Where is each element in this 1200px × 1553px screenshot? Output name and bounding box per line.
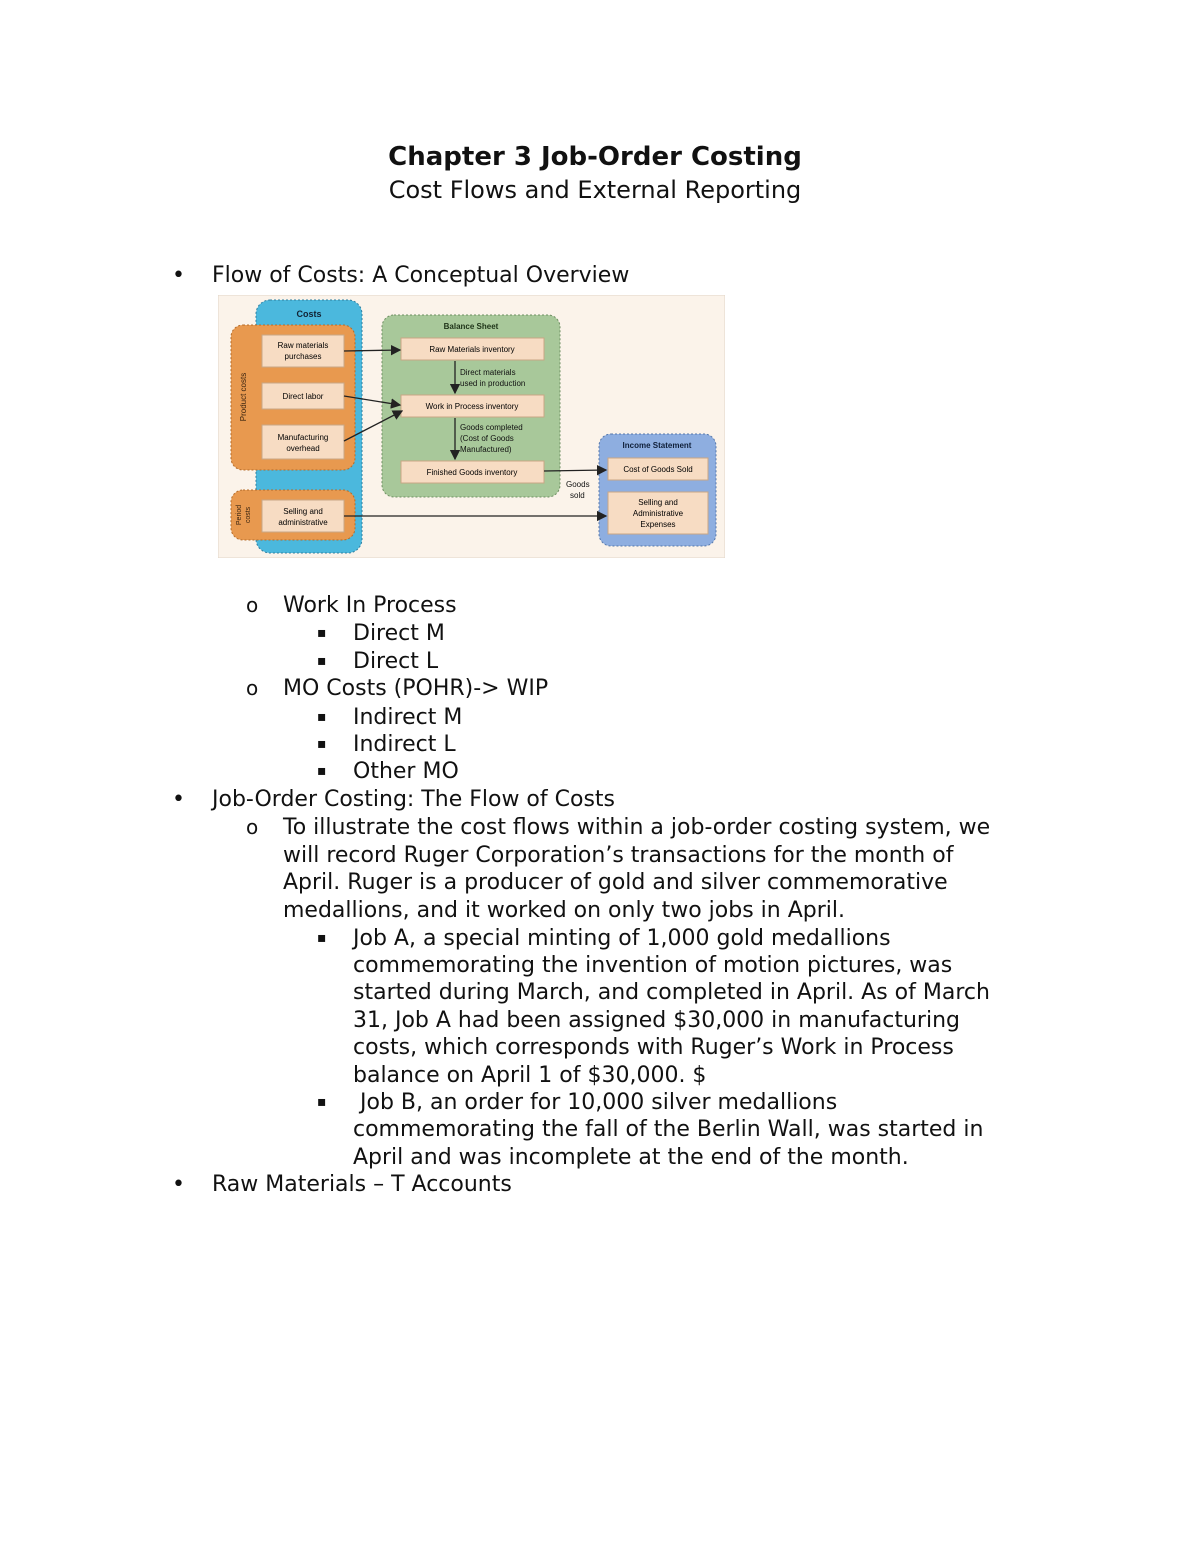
goods-sold-line2: sold — [570, 491, 585, 500]
selling-administrative-line2: administrative — [278, 518, 328, 527]
raw-materials-purchases-line1: Raw materials — [277, 341, 329, 350]
balance-sheet-label: Balance Sheet — [443, 322, 499, 331]
goods-sold-line1: Goods — [566, 480, 590, 489]
selling-administrative-box — [262, 500, 344, 532]
bullet-symbol: • — [172, 263, 185, 288]
section-heading-flow-of-costs: Flow of Costs: A Conceptual Overview — [212, 263, 630, 288]
raw-materials-purchases-box — [262, 335, 344, 367]
bullet-symbol: • — [172, 787, 185, 812]
sub-sub-bullet-symbol: ▪ — [317, 709, 327, 725]
goods-completed-line1: Goods completed — [460, 423, 523, 432]
direct-materials-used-line1: Direct materials — [460, 368, 516, 377]
income-statement-label: Income Statement — [622, 441, 692, 450]
paragraph-line: costs, which corresponds with Ruger’s Work in Process — [353, 1035, 954, 1060]
raw-materials-inventory-label: Raw Materials inventory — [429, 345, 515, 354]
paragraph-line: Job B, an order for 10,000 silver medallions — [353, 1090, 838, 1115]
direct-labor-label: Direct labor — [282, 392, 324, 401]
sub-bullet-symbol: o — [246, 815, 259, 839]
sub-bullet-symbol: o — [246, 676, 259, 700]
list-item: Indirect L — [353, 732, 456, 757]
product-costs-label: Product costs — [239, 372, 248, 422]
section-heading-job-order-costing: Job-Order Costing: The Flow of Costs — [212, 787, 616, 812]
sub-sub-bullet-symbol: ▪ — [317, 736, 327, 752]
sub-bullet-symbol: o — [246, 593, 259, 617]
paragraph-line: April and was incomplete at the end of the month. — [353, 1145, 909, 1170]
page-title: Chapter 3 Job-Order Costing — [388, 142, 802, 172]
manufacturing-overhead-box — [262, 425, 344, 459]
work-in-process-inventory-label: Work in Process inventory — [425, 402, 519, 411]
paragraph-line: started during March, and completed in April. As of March — [353, 980, 990, 1005]
paragraph-line: commemorating the invention of motion pictures, was — [353, 953, 953, 978]
paragraph-line: Job A, a special minting of 1,000 gold medallions — [353, 926, 891, 951]
goods-completed-line2: (Cost of Goods — [460, 434, 514, 443]
selling-admin-expenses-line2: Administrative — [632, 509, 684, 518]
sub-sub-bullet-symbol: ▪ — [317, 763, 327, 779]
selling-admin-expenses-line1: Selling and — [638, 498, 678, 507]
sub-sub-bullet-symbol: ▪ — [317, 930, 327, 946]
list-item: Direct M — [353, 621, 445, 646]
sub-sub-bullet-symbol: ▪ — [317, 653, 327, 669]
costs-label: Costs — [296, 309, 322, 319]
paragraph-line: commemorating the fall of the Berlin Wall, was started in — [353, 1117, 984, 1142]
sub-sub-bullet-symbol: ▪ — [317, 1094, 327, 1110]
list-item-mo-costs: MO Costs (POHR)-> WIP — [283, 676, 549, 701]
selling-administrative-line1: Selling and — [283, 507, 323, 516]
section-heading-raw-materials: Raw Materials – T Accounts — [212, 1172, 512, 1197]
cost-of-goods-sold-label: Cost of Goods Sold — [623, 465, 693, 474]
paragraph-line: will record Ruger Corporation’s transactions for the month of — [283, 843, 954, 868]
list-item: Direct L — [353, 649, 439, 674]
paragraph-line: April. Ruger is a producer of gold and silver commemorative — [283, 870, 948, 895]
period-costs-label-line1: Period — [236, 504, 243, 526]
paragraph-line: balance on April 1 of $30,000. $ — [353, 1063, 707, 1088]
list-item: Indirect M — [353, 705, 463, 730]
manufacturing-overhead-line2: overhead — [286, 444, 320, 453]
page-subtitle: Cost Flows and External Reporting — [388, 176, 802, 204]
list-item: Other MO — [353, 759, 459, 784]
selling-admin-expenses-line3: Expenses — [640, 520, 676, 529]
manufacturing-overhead-line1: Manufacturing — [277, 433, 329, 442]
cost-flow-diagram — [218, 295, 725, 558]
paragraph-line: To illustrate the cost flows within a job-order costing system, we — [283, 815, 991, 840]
period-costs-label-line2: costs — [245, 506, 252, 524]
direct-materials-used-line2: used in production — [460, 379, 526, 388]
bullet-symbol: • — [172, 1172, 185, 1197]
paragraph-line: medallions, and it worked on only two jobs in April. — [283, 898, 845, 923]
sub-sub-bullet-symbol: ▪ — [317, 625, 327, 641]
paragraph-line: 31, Job A had been assigned $30,000 in manufacturing — [353, 1008, 960, 1033]
list-item-work-in-process: Work In Process — [283, 593, 457, 618]
finished-goods-inventory-label: Finished Goods inventory — [426, 468, 518, 477]
goods-completed-line3: Manufactured) — [460, 445, 512, 454]
raw-materials-purchases-line2: purchases — [284, 352, 322, 361]
